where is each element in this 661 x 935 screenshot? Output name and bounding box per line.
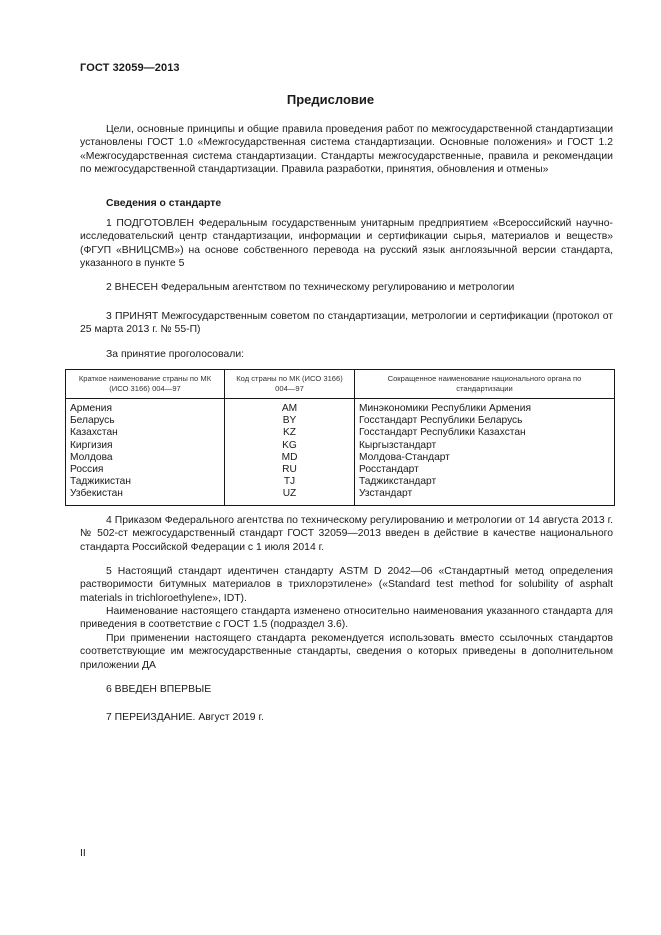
table-row [66,488,615,505]
item-1-text: 1 ПОДГОТОВЛЕН Федеральным государственным унитарным предприятием «Всероссийский научно-исследовательский центр стандартизации, информации и сертификации сырья, материалов и веществ» (ФГУП «ВНИЦСМВ») на основе собственного перевода на русский язык англоязычной версии стандарта, указанного в пункте 5 [80,218,613,270]
code-cell: BY [225,415,355,427]
item-4-text: 4 Приказом Федерального агентства по техническому регулированию и метрологии от 14 августа 2013 г. № 502-ст межгосударственный стандарт ГОСТ 32059—2013 введен в действие в качестве национального стандарта Российской Федерации с 1 июля 2014 г. [80,515,613,553]
table-row [66,476,615,488]
country-cell: Армения [66,399,225,416]
item-2-paragraph [80,281,613,294]
item-6-text: 6 ВВЕДЕН ВПЕРВЫЕ [106,684,212,695]
code-cell: MD [225,452,355,464]
code-cell: AM [225,399,355,416]
agency-cell: Госстандарт Республики Беларусь [355,415,615,427]
item-5-references-paragraph [80,632,613,672]
column-header-country: Краткое наименование страны по МК (ИСО 3166) 004—97 [66,370,225,399]
country-cell: Узбекистан [66,488,225,505]
item-7-paragraph [80,711,613,724]
column-header-agency: Сокращенное наименование национального органа по стандартизации [355,370,615,399]
votes-intro-paragraph [80,348,613,361]
item-2-text: 2 ВНЕСЕН Федеральным агентством по техническому регулированию и метрологии [106,282,515,293]
item-5-rename-paragraph [80,605,613,632]
item-5-text: 5 Настоящий стандарт идентичен стандарту ASTM D 2042—06 «Стандартный метод определения растворимости битумных материалов в трихлорэтилене» («Standard test method for solubility of asphalt materials in trichloroethylene», IDT). [80,566,613,604]
document-code-header: ГОСТ 32059—2013 [80,62,180,74]
country-cell: Киргизия [66,440,225,452]
code-cell: RU [225,464,355,476]
item-1-paragraph [80,217,613,271]
agency-cell: Таджикстандарт [355,476,615,488]
votes-table [65,369,615,506]
table-row [66,440,615,452]
votes-table-header-row [66,370,615,399]
agency-cell: Узстандарт [355,488,615,505]
column-header-code: Код страны по МК (ИСО 3166) 004—97 [225,370,355,399]
table-row [66,415,615,427]
country-cell: Таджикистан [66,476,225,488]
agency-cell: Госстандарт Республики Казахстан [355,427,615,439]
item-5-paragraph [80,565,613,605]
item-6-paragraph [80,683,613,696]
agency-cell: Минэкономики Республики Армения [355,399,615,416]
intro-paragraph [80,123,613,177]
country-cell: Россия [66,464,225,476]
intro-text: Цели, основные принципы и общие правила проведения работ по межгосударственной стандартизации установлены ГОСТ 1.0 «Межгосударственная система стандартизации. Основные положения» и ГОСТ 1.2 «Межгосударственная система стандартизации. Стандарты межгосударственные, правила и рекомендации по межгосударственной стандартизации. Правила разработки, принятия, обновления и отмены» [80,124,613,176]
table-row [66,427,615,439]
item-5-rename-text: Наименование настоящего стандарта изменено относительно наименования указанного стандарта для приведения в соответствие с ГОСТ 1.5 (подраздел 3.6). [80,606,613,631]
page-number: II [80,848,86,859]
item-5-references-text: При применении настоящего стандарта рекомендуется использовать вместо ссылочных стандартов соответствующие им межгосударственные стандарты, сведения о которых приведены в дополнительном приложении ДА [80,633,613,671]
country-cell: Молдова [66,452,225,464]
table-row [66,452,615,464]
country-cell: Казахстан [66,427,225,439]
item-7-text: 7 ПЕРЕИЗДАНИЕ. Август 2019 г. [106,712,264,723]
code-cell: KG [225,440,355,452]
code-cell: TJ [225,476,355,488]
agency-cell: Молдова-Стандарт [355,452,615,464]
item-3-paragraph [80,310,613,337]
item-4-paragraph [80,514,613,554]
section-heading: Сведения о стандарте [106,198,222,209]
item-3-text: 3 ПРИНЯТ Межгосударственным советом по стандартизации, метрологии и сертификации (протокол от 25 марта 2013 г. № 55-П) [80,311,613,336]
table-row [66,464,615,476]
agency-cell: Кыргызстандарт [355,440,615,452]
votes-intro-text: За принятие проголосовали: [106,349,245,360]
country-cell: Беларусь [66,415,225,427]
page-title: Предисловие [286,92,375,107]
table-row [66,399,615,416]
code-cell: KZ [225,427,355,439]
code-cell: UZ [225,488,355,505]
agency-cell: Росстандарт [355,464,615,476]
